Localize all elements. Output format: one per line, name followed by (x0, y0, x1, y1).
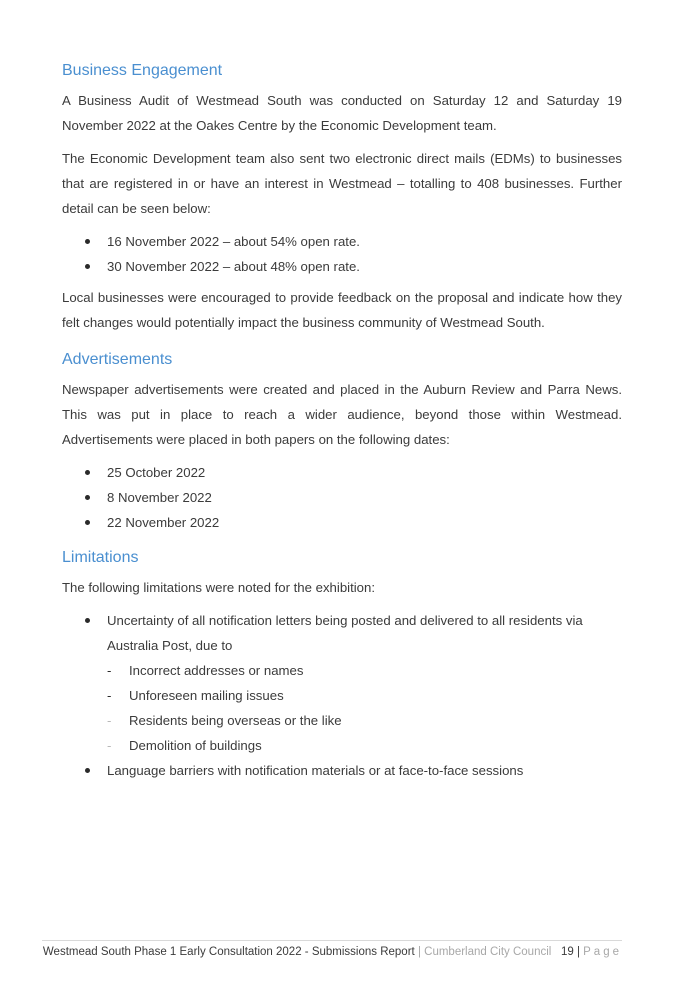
footer-council: Cumberland City Council (424, 946, 552, 958)
limitations-section (62, 547, 622, 783)
sub-list-item: - Demolition of buildings (107, 733, 622, 758)
sub-list-item: - Incorrect addresses or names (107, 658, 622, 683)
footer-page-separator: | (576, 946, 580, 958)
sub-list (107, 658, 622, 758)
list-item (62, 608, 622, 758)
edm-list (62, 229, 622, 279)
limitations-heading: Limitations (62, 549, 139, 566)
list-item: 8 November 2022 (62, 485, 622, 510)
sub-list-item: - Unforeseen mailing issues (107, 683, 622, 708)
limitations-intro: The following limitations were noted for the exhibition: (62, 580, 376, 595)
footer-page-number: 19 (560, 946, 574, 958)
feedback-paragraph: Local businesses were encouraged to provide feedback on the proposal and indicate how they felt changes would potentially impact the business community of Westmead South. (62, 290, 622, 330)
business-audit-paragraph: A Business Audit of Westmead South was conducted on Saturday 12 and Saturday 19 November 2022 at the Oakes Centre by the Economic Development team. (62, 93, 622, 133)
advertisements-section (62, 349, 622, 535)
business-engagement-heading: Business Engagement (62, 62, 223, 79)
business-engagement-section (62, 60, 622, 335)
edm-paragraph: The Economic Development team also sent two electronic direct mails (EDMs) to businesses that are registered in or have an interest in Westmead – totalling to 408 businesses. Further detail can be seen below: (62, 151, 622, 216)
list-item-text: Uncertainty of all notification letters being posted and delivered to all residents via Australia Post, due to (107, 613, 583, 653)
list-item: 30 November 2022 – about 48% open rate. (62, 254, 622, 279)
list-item: Language barriers with notification materials or at face-to-face sessions (62, 758, 622, 783)
document-page (62, 60, 622, 789)
newspaper-paragraph: Newspaper advertisements were created and placed in the Auburn Review and Parra News. This was put in place to reach a wider audience, beyond those within Westmead. Advertisements were placed in both papers on the following dates: (62, 382, 622, 447)
list-item: 25 October 2022 (62, 460, 622, 485)
page-footer (42, 940, 622, 960)
sub-list-item: - Residents being overseas or the like (107, 708, 622, 733)
footer-page-word: Page (583, 946, 622, 958)
list-item: 16 November 2022 – about 54% open rate. (62, 229, 622, 254)
list-item: 22 November 2022 (62, 510, 622, 535)
footer-separator: | (417, 946, 421, 958)
ad-dates-list (62, 460, 622, 535)
advertisements-heading: Advertisements (62, 351, 173, 368)
footer-doc-title: Westmead South Phase 1 Early Consultation 2022 - Submissions Report (42, 946, 415, 958)
limitations-list (62, 608, 622, 783)
